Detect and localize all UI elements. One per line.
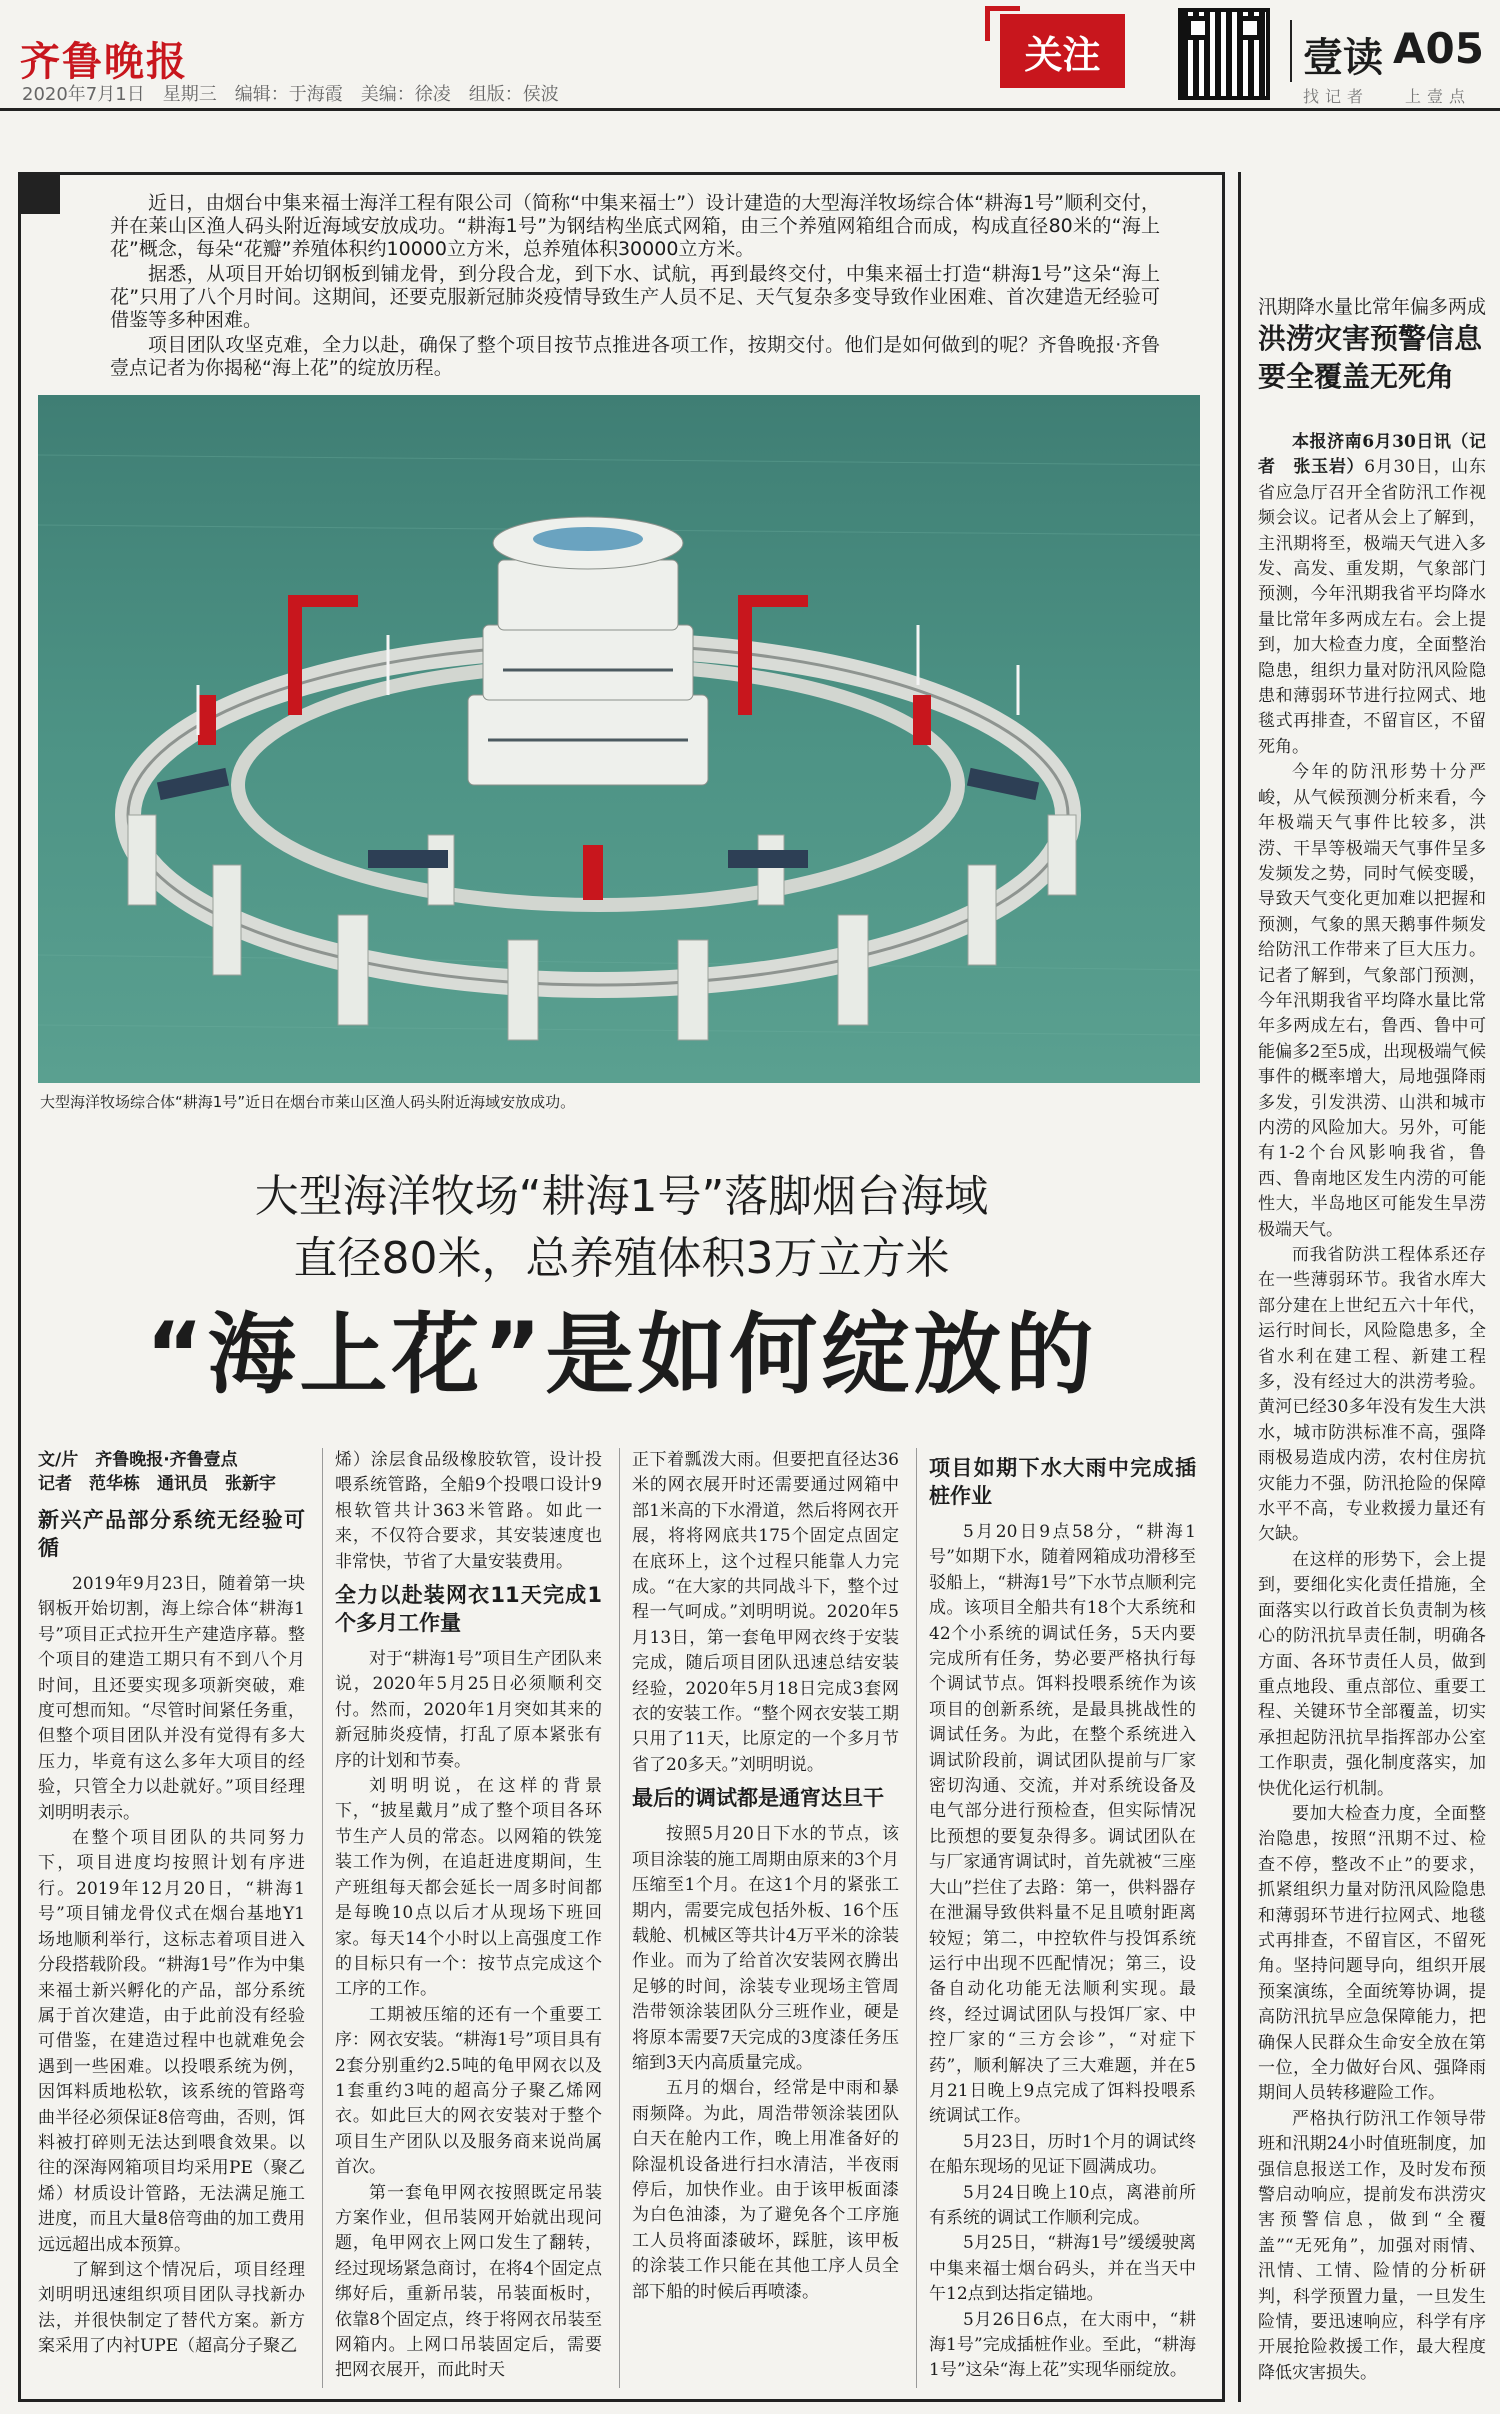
qr-code-icon bbox=[1178, 8, 1270, 100]
headline-kicker: 大型海洋牧场“耕海1号”落脚烟台海域 bbox=[254, 1171, 989, 1222]
feature-corner-mark bbox=[18, 172, 60, 214]
masthead-slogan-right: 上壹点 bbox=[1405, 87, 1472, 106]
body-paragraph: 在整个项目团队的共同努力下，项目进度均按照计划有序进行。2019年12月20日，“耕海1号”项目铺龙骨仪式在烟台基地Y1场地顺利举行，这标志着项目进入分段搭载阶段。“耕海1号”作为中集来福士新兴孵化的产品，部分系统属于首次建造，由于此前没有经验可借鉴，在建造过程中也就难免会遇到一些困难。以投喂系统为例，因饵料质地松软，该系统的管路弯曲半径必须保证8倍弯曲，否则，饵料被打碎则无法达到喂食效果。以往的深海网箱项目均采用PE（聚乙烯）材质设计管路，无法满足施工进度，而且大量8倍弯曲的加工费用远远超出成本预算。 bbox=[38, 1828, 305, 2255]
section-badge: 关注 bbox=[1000, 14, 1125, 88]
article-column-1 bbox=[38, 1448, 305, 2360]
section-subhead: 最后的调试都是通宵达旦干 bbox=[632, 1786, 884, 1811]
body-paragraph: 5月26日6点，在大雨中，“耕海1号”完成插桩作业。至此，“耕海1号”这朵“海上花”实现华丽绽放。 bbox=[929, 2309, 1196, 2381]
body-paragraph: 正下着瓢泼大雨。但要把直径达36米的网衣展开时还需要通过网箱中部1米高的下水滑道，然后将网衣开展，将将网底共175个固定点固定在底环上，这个过程只能靠人力完成。“在大家的共同战斗下，整个过程一气呵成。”刘明明说。2020年5月13日，第一套龟甲网衣终于安装完成，随后项目团队迅速总结安装经验，2020年5月18日完成3套网衣的安装工作。“整个网衣安装工期只用了11天，比原定的一个多月节省了20多天。”刘明明说。 bbox=[632, 1450, 899, 1775]
body-paragraph: 刘明明说，在这样的背景下，“披星戴月”成了整个项目各环节生产人员的常态。以网箱的铁笼装工作为例，在追赶进度期间，生产班组每天都会延长一周多时间都是每晚10点以后才从现场下班回家。每天14个小时以上高强度工作的目标只有一个：按节点完成这个工序的工作。 bbox=[335, 1776, 602, 2000]
body-paragraph: 5月25日，“耕海1号”缓缓驶离中集来福士烟台码头，并在当天中午12点到达指定锚地。 bbox=[929, 2233, 1196, 2305]
body-paragraph: 对于“耕海1号”项目生产团队来说，2020年5月25日必须顺利交付。然而，2020年1月突如其来的新冠肺炎疫情，打乱了原本紧张有序的计划和节奏。 bbox=[335, 1649, 602, 1771]
column-divider bbox=[619, 1448, 620, 2388]
main-headline: “海上花”是如何绽放的 bbox=[145, 1303, 1098, 1406]
article-column-3 bbox=[632, 1448, 899, 2305]
intro-paragraph: 项目团队攻坚克难，全力以赴，确保了整个项目按节点推进各项工作，按期交付。他们是如何做到的呢？齐鲁晚报·齐鲁壹点记者为你揭秘“海上花”的绽放历程。 bbox=[110, 334, 1160, 379]
body-paragraph: 了解到这个情况后，项目经理刘明明迅速组织项目团队寻找新办法，并很快制定了替代方案。新方案采用了内衬UPE（超高分子聚乙 bbox=[38, 2259, 305, 2357]
intro-paragraph: 据悉，从项目开始切钢板到铺龙骨，到分段合龙，到下水、试航，再到最终交付，中集来福士打造“耕海1号”这朵“海上花”只用了八个月时间。这期间，还要克服新冠肺炎疫情导致生产人员不足、天气复杂多变导致作业困难、首次建造无经验可借鉴等多种困难。 bbox=[110, 263, 1160, 331]
intro-paragraph: 近日，由烟台中集来福士海洋工程有限公司（简称“中集来福士”）设计建造的大型海洋牧场综合体“耕海1号”顺利交付，并在莱山区渔人码头附近海域安放成功。“耕海1号”为钢结构坐底式网箱，由三个养殖网箱组合而成，构成直径80米的“海上花”概念，每朵“花瓣”养殖体积约10000立方米，总养殖体积30000立方米。 bbox=[110, 192, 1160, 260]
sidebar-paragraph: 严格执行防汛工作领导带班和汛期24小时值班制度，加强信息报送工作，及时发布预警启动响应，提前发布洪涝灾害预警信息，做到“全覆盖”“无死角”，加强对雨情、汛情、工情、险情的分析研判，科学预置力量，一旦发生险情，要迅速响应，科学有序开展抢险救援工作，最大程度降低灾害损失。 bbox=[1258, 2108, 1486, 2383]
platform-illustration bbox=[38, 395, 1200, 1083]
body-paragraph: 第一套龟甲网衣按照既定吊装方案作业，但吊装网开始就出现问题，龟甲网衣上网口发生了翻转，经过现场紧急商讨，在将4个固定点绑好后，重新吊装，吊装面板时，依靠8个固定点，终于将网衣吊装至网箱内。上网口吊装固定后，需要把网衣展开，而此时天 bbox=[335, 2182, 602, 2381]
masthead-divider bbox=[0, 108, 1500, 111]
sidebar-text: 6月30日，山东省应急厅召开全省防汛工作视频会议。记者从会上了解到，主汛期将至，极端天气进入多发、高发、重发期，气象部门预测，今年汛期我省平均降水量比常年多两成左右。会上提到，加大检查力度，全面整治隐患，组织力量对防汛风险隐患和薄弱环节进行拉网式、地毯式再排查，不留盲区，不留死角。 bbox=[1258, 457, 1487, 757]
body-paragraph: 五月的烟台，经常是中雨和暴雨频降。为此，周浩带领涂装团队白天在舱内工作，晚上用准备好的除湿机设备进行扫水清洁，半夜雨停后，加快作业。由于该甲板面漆为白色油漆，为了避免各个工序施工人员将面漆破坏，踩脏，该甲板的涂装工作只能在其他工序人员全部下船的时候后再喷漆。 bbox=[632, 2078, 899, 2302]
byline-line: 文/片 齐鲁晚报·齐鲁壹点 bbox=[38, 1450, 238, 1470]
issue-info: 2020年7月1日 星期三 编辑：于海霞 美编：徐凌 组版：侯波 bbox=[22, 84, 559, 105]
dateline: 本报济南6月30日讯（记者 张玉岩） bbox=[1258, 432, 1486, 478]
sidebar-headline: 洪涝灾害预警信息要全覆盖无死角 bbox=[1258, 322, 1483, 393]
sidebar-paragraph bbox=[1258, 430, 1486, 760]
section-subhead: 全力以赴装网衣11天完成1个多月工作量 bbox=[335, 1583, 602, 1636]
page-number: A05 bbox=[1393, 24, 1484, 73]
section-name: 壹读 bbox=[1303, 35, 1383, 81]
photo-caption: 大型海洋牧场综合体“耕海1号”近日在烟台市莱山区渔人码头附近海域安放成功。 bbox=[40, 1093, 576, 1111]
sidebar-divider bbox=[1238, 172, 1241, 2402]
headline-subtitle: 直径80米，总养殖体积3万立方米 bbox=[293, 1233, 950, 1284]
article-column-2 bbox=[335, 1448, 602, 2384]
body-paragraph: 烯）涂层食品级橡胶软管，设计投喂系统管路，全船9个投喂口设计9根软管共计363米管路。如此一来，不仅符合要求，其安装速度也非常快，节省了大量安装费用。 bbox=[335, 1450, 602, 1572]
sidebar-paragraph: 要加大检查力度，全面整治隐患，按照“汛期不过、检查不停，整改不止”的要求，抓紧组织力量对防汛风险隐患和薄弱环节进行拉网式、地毯式再排查，不留盲区，不留死角。坚持问题导向，组织开展预案演练，全面统筹协调，提高防汛抗旱应急保障能力，把确保人民群众生命安全放在第一位，全力做好台风、强降雨期间人员转移避险工作。 bbox=[1258, 1803, 1486, 2104]
sidebar-kicker: 汛期降水量比常年偏多两成 bbox=[1258, 296, 1487, 318]
body-paragraph: 5月20日9点58分，“耕海1号”如期下水，随着网箱成功滑移至驳船上，“耕海1号”下水节点顺利完成。该项目全船共有18个大系统和42个小系统的调试任务，5天内要完成所有任务，势必要严格执行每个调试节点。饵料投喂系统作为该项目的创新系统，是最具挑战性的调试任务。为此，在整个系统进入调试阶段前，调试团队提前与厂家密切沟通、交流，并对系统设备及电气部分进行预检查，但实际情况比预想的要复杂得多。调试团队在与厂家通宵调试时，首先就被“三座大山”拦住了去路：第一，供料器存在泄漏导致供料量不足且喷射距离较短；第二，中控软件与投饵系统运行中出现不匹配情况；第三，设备自动化功能无法顺利实现。最终，经过调试团队与投饵厂家、中控厂家的“三方会诊”，“对症下药”，顺利解决了三大难题，并在5月21日晚上9点完成了饵料投喂系统调试工作。 bbox=[929, 1522, 1196, 2127]
section-subhead: 项目如期下水大雨中完成插桩作业 bbox=[929, 1456, 1196, 1508]
body-paragraph: 5月24日晚上10点，离港前所有系统的调试工作顺利完成。 bbox=[929, 2182, 1196, 2228]
newspaper-logo: 齐鲁晚报 bbox=[20, 39, 188, 85]
column-divider bbox=[916, 1448, 917, 2388]
sidebar-paragraph: 今年的防汛形势十分严峻，从气候预测分析来看，今年极端天气事件比较多，洪涝、干旱等极端天气事件呈多发频发之势，同时气候变暖，导致天气变化更加难以把握和预测，气象的黑天鹅事件频发给防汛工作带来了巨大压力。记者了解到，气象部门预测，今年汛期我省平均降水量比常年多两成左右，鲁西、鲁中可能偏多2至5成，出现极端气候事件的概率增大，局地强降雨多发，引发洪涝、山洪和城市内涝的风险加大。另外，可能有1-2个台风影响我省，鲁西、鲁南地区发生内涝的可能性大，半岛地区可能发生旱涝极端天气。 bbox=[1258, 762, 1486, 1240]
column-divider bbox=[322, 1448, 323, 2388]
article-column-4 bbox=[929, 1448, 1196, 2384]
masthead-slogan-left: 找记者 bbox=[1303, 87, 1370, 106]
sidebar-paragraph: 在这样的形势下，会上提到，要细化实化责任措施，全面落实以行政首长负责制为核心的防汛抗旱责任制，明确各方面、各环节责任人员，做到重点地段、重点部位、重要工程、关键环节全部覆盖，切实承担起防汛抗旱指挥部办公室工作职责，强化制度落实，加快优化运行机制。 bbox=[1258, 1549, 1486, 1799]
sidebar-article bbox=[1258, 430, 1486, 2386]
body-paragraph: 5月23日，历时1个月的调试终在船东现场的见证下圆满成功。 bbox=[929, 2131, 1196, 2178]
article-intro bbox=[110, 192, 1160, 382]
masthead-vertical-divider bbox=[1290, 20, 1292, 82]
sidebar-paragraph: 而我省防洪工程体系还存在一些薄弱环节。我省水库大部分建在上世纪五六十年代，运行时间长，风险隐患多，全省水利在建工程、新建工程多，没有经过大的洪涝考验。黄河已经30多年没有发生大洪水，城市防洪标准不高，强降雨极易造成内涝，农村住房抗灾能力不强，防汛抢险的保障水平不高，专业救援力量还有欠缺。 bbox=[1258, 1245, 1486, 1545]
body-paragraph: 工期被压缩的还有一个重要工序：网衣安装。“耕海1号”项目具有2套分别重约2.5吨的龟甲网衣以及1套重约3吨的超高分子聚乙烯网衣。如此巨大的网衣安装对于整个项目生产团队以及服务商来说尚属首次。 bbox=[335, 2004, 602, 2178]
body-paragraph: 按照5月20日下水的节点，该项目涂装的施工周期由原来的3个月压缩至1个月。在这1个月的紧张工期内，需要完成包括外板、16个压载舱、机械区等共计4万平米的涂装作业。而为了给首次安装网衣腾出足够的时间，涂装专业现场主管周浩带领涂装团队分三班作业，硬是将原本需要7天完成的3度漆任务压缩到3天内高质量完成。 bbox=[632, 1824, 899, 2073]
byline-line: 记者 范华栋 通讯员 张新宇 bbox=[38, 1474, 276, 1494]
byline bbox=[38, 1448, 305, 1496]
platform-photo bbox=[38, 395, 1200, 1083]
section-subhead: 新兴产品部分系统无经验可循 bbox=[38, 1508, 305, 1560]
body-paragraph: 2019年9月23日，随着第一块钢板开始切割，海上综合体“耕海1号”项目正式拉开生产建造序幕。整个项目的建造工期只有不到八个月时间，且还要实现多项新突破，难度可想而知。“尽管时间紧任务重，但整个项目团队并没有觉得有多大压力，毕竟有这么多年大项目的经验，只管全力以赴就好。”项目经理刘明明表示。 bbox=[38, 1574, 305, 1823]
